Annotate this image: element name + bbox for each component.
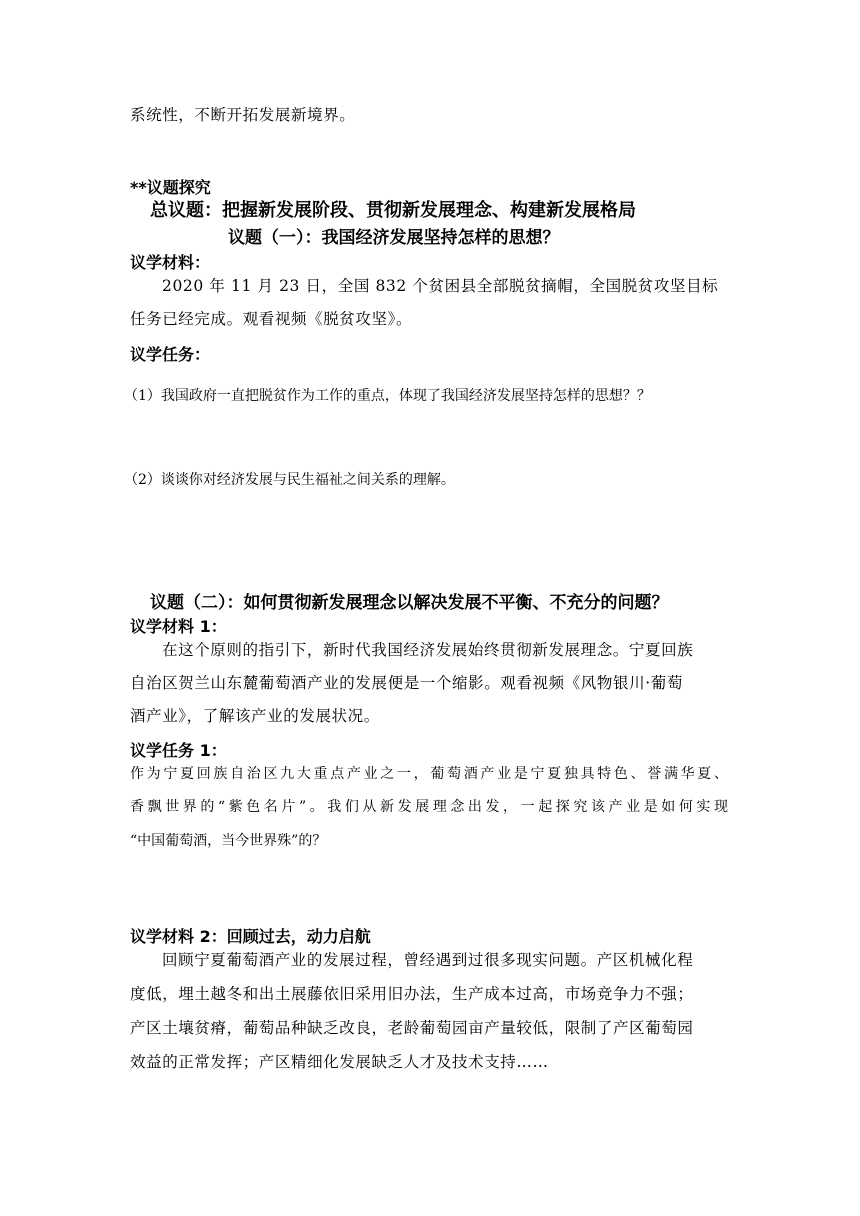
topic2-material2-line: 度低，埋土越冬和出土展藤依旧采用旧办法，生产成本过高，市场竞争力不强；	[130, 985, 694, 1003]
topic2-task1-line: 香飘世界的“紫色名片”。我们从新发展理念出发，一起探究该产业是如何实现	[130, 799, 728, 815]
topic1-material-line: 2020 年 11 月 23 日，全国 832 个贫困县全部脱贫摘帽，全国脱贫攻坚目标	[162, 277, 719, 295]
topic2-material1-line: 自治区贺兰山东麓葡萄酒产业的发展便是一个缩影。观看视频《风物银川·葡萄	[130, 674, 683, 692]
intro-continuation: 系统性，不断开拓发展新境界。	[130, 106, 356, 124]
topic1-material-line: 任务已经完成。观看视频《脱贫攻坚》。	[130, 310, 413, 328]
topic1-task-label: 议学任务：	[130, 345, 211, 364]
topic2-material2-line: 效益的正常发挥；产区精细化发展缺乏人才及技术支持……	[130, 1053, 549, 1071]
topic2-task1-line: 作为宁夏回族自治区九大重点产业之一，葡萄酒产业是宁夏独具特色、誉满华夏、	[130, 766, 728, 782]
topic2-material1-line: 酒产业》，了解该产业的发展状况。	[130, 707, 380, 725]
topic2-title: 议题（二）：如何贯彻新发展理念以解决发展不平衡、不充分的问题？	[150, 593, 669, 613]
section-heading: **议题探究	[130, 178, 211, 197]
topic1-title: 议题（一）：我国经济发展坚持怎样的思想？	[228, 228, 560, 248]
topic2-task1-line: “中国葡萄酒，当今世界殊”的？	[130, 833, 327, 849]
topic1-task-item: （1）我国政府一直把脱贫作为工作的重点，体现了我国经济发展坚持怎样的思想？？	[124, 388, 651, 404]
general-topic-title: 总议题：把握新发展阶段、贯彻新发展理念、构建新发展格局	[150, 200, 636, 221]
topic2-material2-label: 议学材料 2：回顾过去，动力启航	[130, 927, 371, 946]
topic2-material1-label: 议学材料 1：	[130, 617, 227, 636]
topic2-material2-line: 产区土壤贫瘠，葡萄品种缺乏改良，老龄葡萄园亩产量较低，限制了产区葡萄园	[130, 1019, 694, 1037]
topic2-task1-label: 议学任务 1：	[130, 741, 227, 760]
topic2-material2-line: 回顾宁夏葡萄酒产业的发展过程，曾经遇到过很多现实问题。产区机械化程	[162, 951, 694, 969]
topic1-task-item: （2）谈谈你对经济发展与民生福祉之间关系的理解。	[124, 472, 455, 488]
topic1-material-label: 议学材料：	[130, 253, 211, 272]
topic2-material1-line: 在这个原则的指引下，新时代我国经济发展始终贯彻新发展理念。宁夏回族	[162, 641, 694, 659]
